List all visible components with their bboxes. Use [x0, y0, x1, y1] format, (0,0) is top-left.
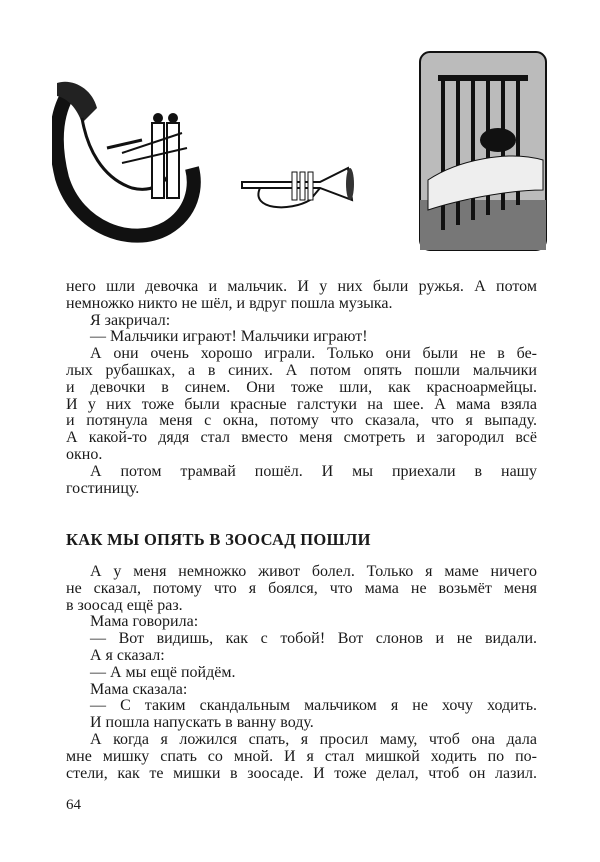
text-line: Мама говорила:	[90, 614, 199, 631]
text-line: и девочки в синем. Они тоже шли, как красноармейцы.	[66, 379, 537, 396]
text-line: — А мы ещё пойдём.	[90, 664, 236, 681]
text-line: Мама сказала:	[90, 681, 188, 698]
text-line: гостиницу.	[66, 480, 140, 497]
text-line: А потом трамвай пошёл. И мы приехали в нашу	[90, 463, 537, 480]
text-block-bottom	[66, 564, 537, 782]
text-line: стели, как те мишки в зоосаде. И тоже делал, чтоб он лазил.	[66, 765, 537, 782]
trumpet-illustration	[240, 160, 360, 216]
text-line: него шли девочка и мальчик. И у них были ружья. А потом	[66, 279, 537, 295]
chapter-heading: КАК МЫ ОПЯТЬ В ЗООСАД ПОШЛИ	[66, 530, 371, 549]
text-line: и потянула меня с окна, потому что сказала, что я выпаду.	[66, 413, 537, 430]
text-line: не сказал, потому что я боялся, что мама не возьмёт меня	[66, 580, 537, 597]
text-line: И пошла напускать в ванну воду.	[90, 715, 314, 732]
text-line: А они очень хорошо играли. Только они были не в бе-	[90, 346, 537, 363]
text-line: немножко никто не шёл, и вдруг пошла музыка.	[66, 295, 393, 312]
text-line: И у них тоже были красные галстуки на шее. А мама взяла	[66, 396, 537, 413]
text-block-top	[66, 279, 537, 497]
text-line: Я закричал:	[90, 312, 171, 329]
text-line: А я сказал:	[90, 647, 165, 664]
text-line: — Вот видишь, как с тобой! Вот слонов и не видали.	[90, 631, 537, 648]
text-line: А у меня немножко живот болел. Только я маме ничего	[90, 564, 537, 580]
bed-illustration	[418, 50, 548, 252]
text-line: лых рубашках, а в синих. А потом опять пошли мальчики	[66, 362, 537, 379]
text-line: — С таким скандальным мальчиком я не хочу ходить.	[90, 698, 537, 715]
text-line: А когда я ложился спать, я просил маму, чтоб она дала	[90, 731, 537, 748]
page-number: 64	[66, 797, 81, 813]
text-line: мне мишку спать со мной. И я стал мишкой ходить по по-	[66, 748, 537, 765]
tuba-illustration	[52, 78, 204, 248]
text-line: — Мальчики играют! Мальчики играют!	[90, 329, 368, 346]
text-line: окно.	[66, 446, 103, 463]
text-line: в зоосад ещё раз.	[66, 597, 183, 614]
text-line: А какой-то дядя стал вместо меня смотреть и загородил всё	[66, 430, 537, 447]
